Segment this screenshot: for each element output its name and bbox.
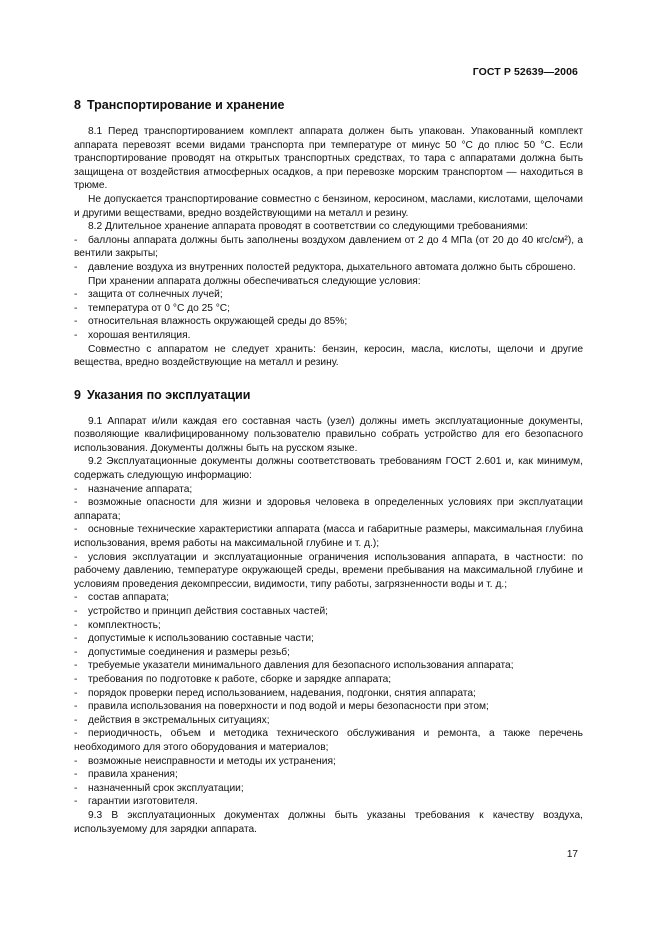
list-item [74, 795, 583, 809]
list-item-text: относительная влажность окружающей среды до 85%; [88, 316, 348, 328]
list-dash: - [74, 782, 78, 794]
list-dash: - [74, 551, 78, 563]
section-title: Транспортирование и хранение [86, 98, 285, 112]
list-dash: - [74, 701, 78, 713]
list-dash: - [74, 329, 78, 341]
section-title: Указания по эксплуатации [86, 387, 251, 402]
list-dash: - [74, 302, 78, 314]
list-dash: - [74, 660, 78, 672]
list-item [74, 234, 583, 261]
page-content [74, 98, 583, 836]
list-item-text: правила использования на поверхности и под водой и меры безопасности при этом; [88, 701, 489, 713]
list-dash: - [74, 261, 78, 273]
list-item [74, 288, 583, 302]
list-item [74, 315, 583, 329]
list-item-text: назначение аппарата; [88, 483, 193, 495]
list-item-text: порядок проверки перед использованием, надевания, подгонки, снятия аппарата; [88, 687, 476, 699]
list-item-text: баллоны аппарата должны быть заполнены воздухом давлением от 2 до 4 МПа (от 20 до 40 кгс/см²), а вентили закрыты; [74, 234, 583, 260]
paragraph: 8.2 Длительное хранение аппарата проводят в соответствии со следующими требованиями: [88, 221, 528, 233]
list-item-text: допустимые соединения и размеры резьб; [88, 646, 290, 658]
list-item [74, 659, 583, 673]
paragraph: 8.1 Перед транспортированием комплект аппарата должен быть упакован. Упакованный комплект аппарата перевозят всеми видами транспорта при температуре от минус 50 °С до плюс 50 °С. Если транспортирование проводят на открытых транспортных средствах, то тара с аппаратами должна быть защищена от воздействия атмосферных осадков, а при перевозке морским транспортом — находиться в трюме. [74, 126, 583, 192]
list-item-text: температура от 0 °С до 25 °С; [88, 302, 230, 314]
section-9 [74, 388, 583, 836]
list-item-text: назначенный срок эксплуатации; [88, 782, 244, 794]
list-item-text: давление воздуха из внутренних полостей редуктора, дыхательного автомата должно быть сброшено. [88, 261, 576, 273]
list-dash: - [74, 646, 78, 658]
list-item-text: правила хранения; [88, 769, 178, 781]
list-item-text: защита от солнечных лучей; [88, 289, 223, 301]
list-item-text: хорошая вентиляция. [88, 329, 191, 341]
list-item-text: действия в экстремальных ситуациях; [88, 714, 270, 726]
list-item [74, 605, 583, 619]
list-dash: - [74, 796, 78, 808]
list-item [74, 329, 583, 343]
list-item [74, 261, 583, 275]
list-dash: - [74, 316, 78, 328]
paragraph: Не допускается транспортирование совместно с бензином, керосином, маслами, кислотами, щелочами и другими веществами, вредно воздействующими на металл и резину. [74, 193, 583, 219]
list-item [74, 673, 583, 687]
list-dash: - [74, 687, 78, 699]
list-item [74, 646, 583, 660]
section-body [74, 125, 583, 370]
list-item-text: устройство и принцип действия составных частей; [88, 606, 328, 617]
paragraph: 9.3 В эксплуатационных документах должны быть указаны требования к качеству воздуха, используемому для зарядки аппарата. [74, 809, 583, 835]
paragraph: 9.2 Эксплуатационные документы должны соответствовать требованиям ГОСТ 2.601 и, как минимум, содержать следующую информацию: [74, 456, 583, 482]
section-number: 8 [74, 98, 81, 112]
list-item-text: периодичность, объем и методика технического обслуживания и ремонта, а также перечень необходимого для этого оборудования и материалов; [74, 728, 583, 753]
paragraph: При хранении аппарата должны обеспечиваться следующие условия: [88, 275, 421, 287]
list-item [74, 782, 583, 796]
list-dash: - [74, 289, 78, 301]
list-item [74, 768, 583, 782]
list-dash: - [74, 234, 78, 246]
list-item [74, 483, 583, 497]
list-item-text: требования по подготовке к работе, сборке и зарядке аппарата; [88, 673, 392, 685]
list-dash: - [74, 606, 78, 617]
list-item-text: гарантии изготовителя. [88, 796, 198, 808]
list-item [74, 496, 583, 523]
section-heading [74, 388, 583, 403]
list-dash: - [74, 592, 78, 604]
list-item-text: состав аппарата; [88, 592, 169, 604]
section-body [74, 415, 583, 836]
list-dash: - [74, 769, 78, 781]
list-item [74, 755, 583, 769]
list-item [74, 687, 583, 701]
section-heading [74, 98, 583, 113]
page-number: 17 [566, 849, 578, 860]
list-item-text: допустимые к использованию составные части; [88, 633, 314, 645]
list-item-text: возможные неисправности и методы их устранения; [88, 755, 336, 767]
list-dash: - [74, 728, 78, 740]
list-item [74, 727, 583, 754]
list-item-text: условия эксплуатации и эксплуатационные ограничения использования аппарата, в частности: по рабочему давлению, температуре окружающей среды, времени пребывания на максимальной глубине и условиям проведения декомпрессии, видимости, типу работы, загрязненности воды и т. д.; [74, 551, 583, 590]
list-item-text: основные технические характеристики аппарата (масса и габаритные размеры, максимальная глубина использования, время работы на максимальной глубине и т. д.); [74, 524, 583, 550]
list-dash: - [74, 714, 78, 726]
list-item-text: комплектность; [88, 619, 161, 631]
section-8 [74, 98, 583, 370]
list-dash: - [74, 524, 78, 536]
list-item [74, 619, 583, 633]
list-dash: - [74, 619, 78, 631]
list-dash: - [74, 497, 78, 509]
list-item [74, 700, 583, 714]
section-number: 9 [74, 387, 81, 402]
paragraph: Совместно с аппаратом не следует хранить: бензин, керосин, масла, кислоты, щелочи и другие вещества, вредно воздействующие на металл и резину. [74, 343, 583, 369]
list-item [74, 632, 583, 646]
list-item [74, 551, 583, 592]
list-dash: - [74, 755, 78, 767]
document-id: ГОСТ Р 52639—2006 [472, 66, 578, 78]
paragraph: 9.1 Аппарат и/или каждая его составная часть (узел) должны иметь эксплуатационные документы, позволяющие квалифицированному пользователю правильно собрать устройство для его безопасного использования. Документы должны быть на русском языке. [74, 415, 583, 454]
list-dash: - [74, 483, 78, 495]
list-item-text: возможные опасности для жизни и здоровья человека в определенных условиях при эксплуатации аппарата; [74, 497, 583, 522]
list-dash: - [74, 673, 78, 685]
list-item [74, 302, 583, 316]
list-item [74, 591, 583, 605]
list-dash: - [74, 633, 78, 645]
list-item [74, 523, 583, 550]
list-item-text: требуемые указатели минимального давления для безопасного использования аппарата; [88, 660, 514, 672]
list-item [74, 714, 583, 728]
